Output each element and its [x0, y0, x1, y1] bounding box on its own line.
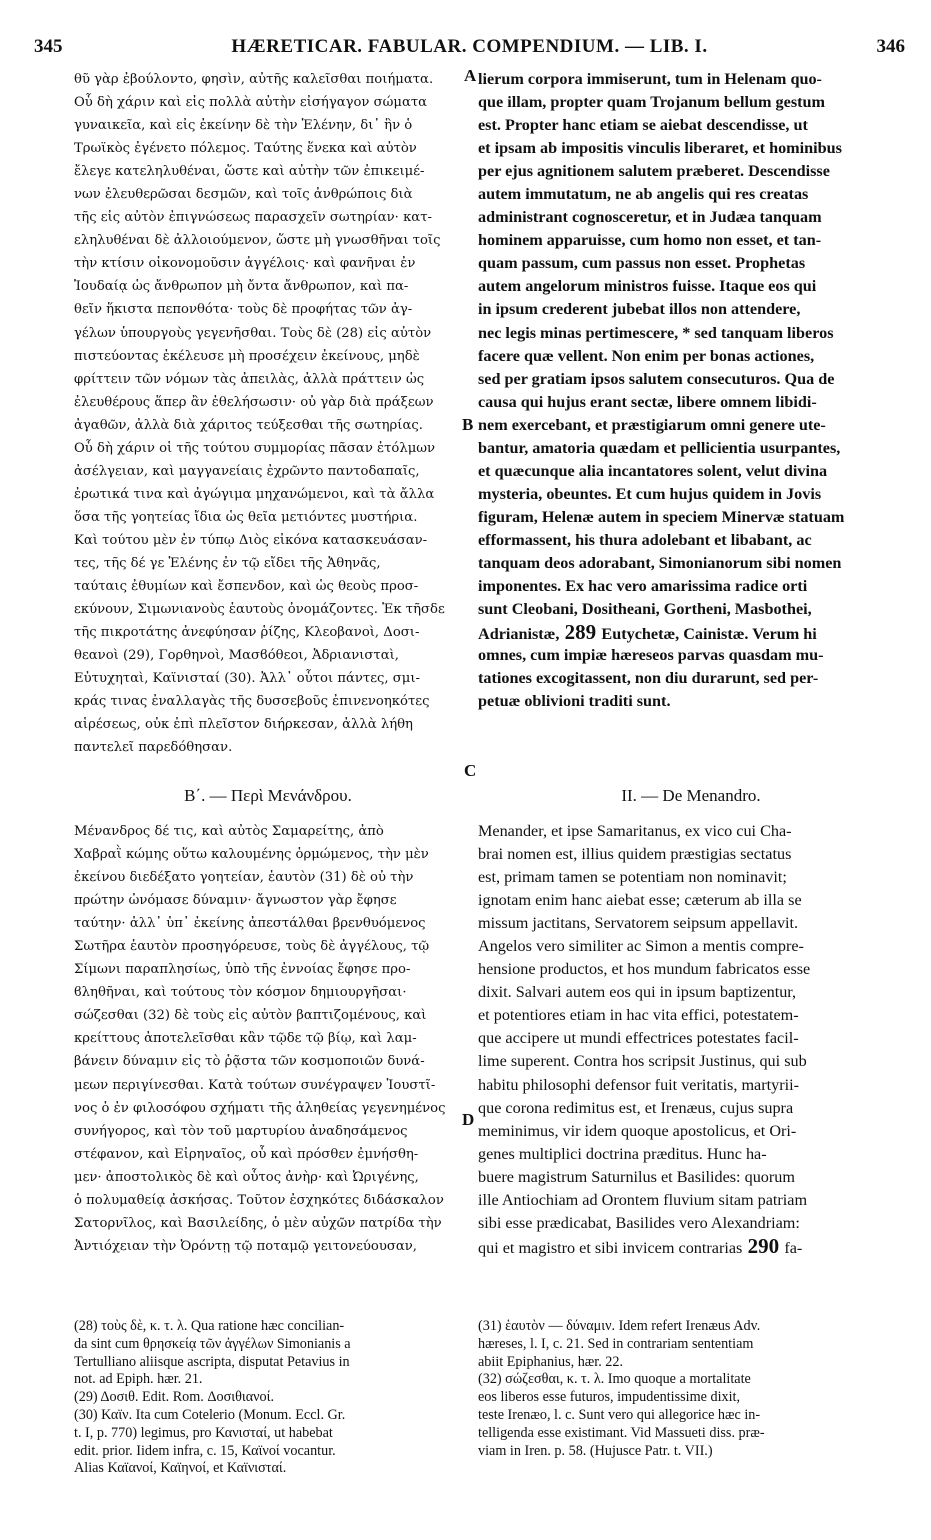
- text-line: ἐκείνου διεδέξατο γοητείαν, ἑαυτὸν (31) δὲ οὐ τὴν: [74, 870, 414, 886]
- text-line: genes multiplici doctrina præditus. Hunc ha-: [478, 1144, 767, 1163]
- text-line: Adrianistæ, 289 Eutychetæ, Cainistæ. Verum hi: [478, 621, 817, 645]
- greek-text-column-bottom: [74, 820, 462, 1305]
- footnote-line: (28) τοὺς δὲ, κ. τ. λ. Qua ratione hæc concilian-: [74, 1318, 345, 1334]
- latin-text-column-top: [478, 68, 904, 803]
- text-line: ὅσα τῆς γοητείας ἴδια ὡς θεῖα μετιόντες μυστήρια.: [74, 509, 418, 525]
- text-line: efformassent, his thura adolebant et libabant, ac: [478, 530, 812, 549]
- text-line: νος ὁ ἐν φιλοσόφου σχήματι τῆς ἀληθείας γεγενημένος: [74, 1100, 446, 1116]
- text-line: causa qui hujus erant sectæ, libere omnem libidi-: [478, 392, 817, 411]
- text-line: Σατορνῖλος, καὶ Βασιλείδης, ὁ μὲν αὐχῶν πατρίδα τὴν: [74, 1215, 442, 1231]
- page-number-left: 345: [34, 36, 63, 57]
- text-line: ἀσέλγειαν, καὶ μαγγανείαις ἐχρῶντο παντοδαπαῖς,: [74, 463, 420, 479]
- text-line: θῦ γὰρ ἐβούλοντο, φησὶν, αὐτῆς καλεῖσθαι ποιήματα.: [74, 72, 434, 87]
- text-line: autem angelorum ministros fuisse. Itaque eos qui: [478, 277, 817, 296]
- text-line: imponentes. Ex hac vero amarissima radice orti: [478, 577, 808, 596]
- inline-page-number: 289: [559, 621, 602, 645]
- text-line: petuæ oblivioni traditi sunt.: [478, 692, 671, 711]
- page-number-right: 346: [876, 36, 905, 57]
- text-line: Οὗ δὴ χάριν καὶ εἰς πολλὰ αὐτὴν εἰσήγαγον σώματα: [74, 95, 428, 111]
- text-line: Σίμωνι παραπλησίως, ὑπὸ τῆς ἐννοίας ἔφησε προ-: [74, 962, 411, 978]
- text-line: τες, τῆς δέ γε Ἑλένης ἐν τῷ εἴδει τῆς Ἀθηνᾶς,: [74, 555, 381, 571]
- text-line: μεν· ἀποστολικὸς δὲ καὶ οὗτος ἀνὴρ· καὶ Ὠριγένης,: [74, 1169, 419, 1185]
- footnote-line: (31) ἑαυτὸν — δύναμιν. Idem refert Irenæus Adv.: [478, 1318, 761, 1334]
- footnote-line: edit. prior. Iidem infra, c. 15, Καϊνοί vocantur.: [74, 1442, 336, 1459]
- text-line: sunt Cleobani, Dositheani, Gortheni, Masbothei,: [478, 600, 812, 619]
- text-line: μεων περιγίνεσθαι. Κατὰ τούτων συνέγραψεν Ἰουστῖ-: [74, 1077, 436, 1093]
- text-line: est, primam tamen se potentiam non nominavit;: [478, 868, 787, 887]
- text-line: θεανοὶ (29), Γορθηνοὶ, Μασϐόθεοι, Ἀδριανισταὶ,: [74, 648, 399, 664]
- text-line: φρίττειν τῶν νόμων τὰς ἀπειλὰς, ἀλλὰ πράττειν ὡς: [74, 371, 425, 387]
- text-line: lierum corpora immiserunt, tum in Helenam quo-: [478, 70, 822, 88]
- footnote-line: not. ad Epiph. hær. 21.: [74, 1371, 203, 1388]
- text-line: Σωτῆρα ἑαυτὸν προσηγόρευσε, τοὺς δὲ ἀγγέλους, τῷ: [74, 939, 430, 955]
- text-line: figuram, Helenæ autem in speciem Minervæ statuam: [478, 507, 845, 526]
- text-line: mysteria, obeuntes. Et cum hujus quidem in Jovis: [478, 484, 822, 503]
- text-line: et ipsam ab impositis vinculis liberaret, et hominibus: [478, 139, 842, 158]
- text-line: nem exercebant, et præstigiarum omni genere ute-: [478, 415, 826, 434]
- text-line: θεῖν ἥκιστα πεπονθότα· τοὺς δὲ προφήτας τῶν ἀγ-: [74, 302, 413, 318]
- text-line: sibi esse prædicabat, Basilides vero Alexandriam:: [478, 1213, 800, 1232]
- text-line: ἔλεγε κατεληλυθέναι, ὥστε καὶ αὐτὴν τῶν ἐπικειμέ-: [74, 164, 425, 180]
- text-line: brai nomen est, illius quidem præstigias sectatus: [478, 845, 792, 864]
- running-title: HÆRETICAR. FABULAR. COMPENDIUM. — LIB. I.: [231, 36, 708, 57]
- text-line: τῆς εἰς αὐτὸν ἐπιγνώσεως παρασχεῖν σωτηρίαν· κατ-: [74, 210, 432, 226]
- text-line: εκύνουν, Σιμωνιανοὺς ἑαυτοὺς ὀνομάζοντες. Ἐκ τῆσδε: [74, 602, 445, 618]
- text-line: Ἰουδαίᾳ ὡς ἄνθρωπον μὴ ὄντα ἄνθρωπον, καὶ πα-: [74, 279, 409, 295]
- footnotes-left: [74, 1318, 462, 1483]
- footnote-separator: [74, 1308, 904, 1309]
- text-line: que accipere ut mundi effectrices potestates facil-: [478, 1029, 799, 1048]
- footnote-line: eos liberos esse futuros, impudentissime dixit,: [478, 1389, 741, 1406]
- text-line: ille Antiochiam ad Orontem fluvium sitam patriam: [478, 1190, 808, 1209]
- text-line: et quæcunque alia incantatores solent, velut divina: [478, 461, 828, 480]
- text-line: hensione productos, et hos mundum fabricatos esse: [478, 960, 811, 979]
- text-line: facere quæ vellent. Non enim per bonas actiones,: [478, 346, 815, 365]
- text-line: Εὐτυχηταὶ, Καϊνισταί (30). Ἀλλ᾽ οὗτοι πάντες, σμι-: [74, 671, 421, 687]
- text-line: per ejus agnitionem salutem præberet. Descendisse: [478, 162, 830, 181]
- text-line: ὁ πολυμαθείᾳ ἀσκήσας. Τοῦτον ἐσχηκότες διδάσκαλον: [74, 1192, 444, 1208]
- section-heading-greek: Β΄. — Περὶ Μενάνδρου.: [184, 786, 352, 805]
- latin-text-column-bottom: [478, 820, 904, 1305]
- text-line: que illam, propter quam Trojanum bellum gestum: [478, 93, 826, 112]
- text-line: νων ἐλευθερῶσαι δεσμῶν, καὶ τοῖς ἀνθρώποις διὰ: [74, 187, 413, 203]
- margin-marker-a: A: [464, 66, 477, 85]
- text-line: qui et magistro et sibi invicem contrarias 290 fa-: [478, 1234, 803, 1258]
- text-line: Οὗ δὴ χάριν οἱ τῆς τούτου συμμορίας πᾶσαν ἐτόλμων: [74, 440, 436, 456]
- text-line: autem immutatum, ne ab angelis qui res creatas: [478, 185, 809, 204]
- footnote-line: t. I, p. 770) legimus, pro Κανισταί, ut habebat: [74, 1424, 333, 1441]
- running-header: [34, 36, 905, 62]
- text-line: est. Propter hanc etiam se aiebat descendisse, ut: [478, 116, 808, 135]
- text-line: Τρωϊκὸς ἐγένετο πόλεμος. Ταύτης ἕνεκα καὶ αὐτὸν: [74, 141, 417, 157]
- text-line: ignotam enim hanc aiebat esse; cæterum ab illa se: [478, 891, 802, 910]
- text-line: ταύτην· ἀλλ᾽ ὑπ᾽ ἐκείνης ἀπεστάλθαι βρενθυόμενος: [74, 916, 426, 932]
- text-line: γυναικεῖα, καὶ εἰς ἐκείνην δὲ τὴν Ἑλένην, δι᾽ ἣν ὁ: [74, 118, 413, 134]
- text-line: in ipsum crederent jubebat illos non attendere,: [478, 300, 801, 319]
- text-line: ἐρωτικά τινα καὶ ἀγώγιμα μηχανώμενοι, καὶ τὰ ἄλλα: [74, 486, 435, 502]
- footnote-line: hæreses, l. I, c. 21. Sed in contrariam sententiam: [478, 1335, 754, 1352]
- text-line: πρώτην ὠνόμασε δύναμιν· ἄγνωστον γὰρ ἔφησε: [74, 893, 397, 909]
- footnote-line: viam in Iren. p. 58. (Hujusce Patr. t. VII.): [478, 1442, 713, 1459]
- text-line: quam passum, cum passus non esset. Prophetas: [478, 254, 806, 273]
- footnote-line: (29) Δοσιθ. Edit. Rom. Δοσιθιανοί.: [74, 1389, 274, 1406]
- text-line: meminimus, vir idem quoque apostolicus, et Ori-: [478, 1121, 797, 1140]
- text-line: Καὶ τούτου μὲν ἐν τύπῳ Διὸς εἰκόνα κατασκευάσαν-: [74, 532, 428, 548]
- footnote-line: da sint cum θρησκείᾳ τῶν ἀγγέλων Simonianis a: [74, 1335, 351, 1352]
- footnote-line: (30) Καϊν. Ita cum Cotelerio (Monum. Eccl. Gr.: [74, 1406, 346, 1423]
- text-line: γέλων ὑπουργοὺς γεγενῆσθαι. Τοὺς δὲ (28) εἰς αὐτὸν: [74, 325, 432, 341]
- footnotes-right: [478, 1318, 904, 1483]
- text-line: que corona redimitus est, et Irenæus, cujus supra: [478, 1098, 794, 1117]
- text-line: tanquam deos adorabant, Simonianorum sibi nomen: [478, 553, 842, 572]
- footnote-line: telligenda esse existimant. Vid Massueti diss. præ-: [478, 1424, 765, 1441]
- text-line: ϐληθῆναι, καὶ τούτους τὸν κόσμον δημιουργῆσαι·: [74, 985, 407, 1001]
- text-line: ἀγαθῶν, ἀλλὰ διὰ χάριτος τεύξεσθαι τῆς σωτηρίας.: [74, 417, 423, 433]
- greek-text-column-top: [74, 68, 462, 803]
- text-line: πιστεύοντας ἐκέλευσε μὴ προσέχειν ἐκείνους, μηδὲ: [74, 348, 420, 364]
- text-line: σώζεσθαι (32) δὲ τοὺς εἰς αὐτὸν βαπτιζομένους, καὶ: [74, 1008, 427, 1024]
- text-line: Μένανδρος δέ τις, καὶ αὐτὸς Σαμαρείτης, ἀπὸ: [74, 824, 384, 839]
- footnote-line: (32) σώζεσθαι, κ. τ. λ. Imo quoque a mortalitate: [478, 1371, 751, 1388]
- text-line: κράς τινας ἐναλλαγὰς τῆς δυσσεβοῦς ἐπινενοηκότες: [74, 694, 430, 710]
- footnote-line: teste Irenæo, l. c. Sunt vero qui allegorice hæc in-: [478, 1406, 761, 1423]
- text-line-tail: Eutychetæ, Cainistæ. Verum hi: [601, 625, 817, 644]
- text-line: Ἀντιόχειαν τὴν Ὀρόντῃ τῷ ποταμῷ γειτονεύουσαν,: [74, 1238, 417, 1254]
- text-line: βάνειν δύναμιν εἰς τὸ ῥᾷστα τῶν κοσμοποιῶν δυνά-: [74, 1054, 425, 1070]
- text-line: τὴν κτίσιν οἰκονομοῦσιν ἀγγέλοις· καὶ φανῆναι ἐν: [74, 256, 416, 272]
- margin-marker-d: D: [462, 1110, 475, 1129]
- margin-marker-c: C: [464, 761, 477, 780]
- text-line: nec legis minas pertimescere, * sed tanquam liberos: [478, 323, 834, 342]
- text-line: et potentiores etiam in hac vita effici, potestatem-: [478, 1006, 799, 1025]
- text-line: omnes, cum impiæ hæreseos parvas quasdam mu-: [478, 646, 824, 665]
- text-line: bantur, amatoria quædam et pellicientia usurpantes,: [478, 438, 841, 457]
- text-line: στέφανον, καὶ Εἰρηναῖος, οὗ καὶ πρόσθεν ἐμνήσθη-: [74, 1146, 419, 1162]
- footnote-line: abiit Epiphanius, hær. 22.: [478, 1353, 624, 1370]
- margin-marker-b: B: [462, 415, 474, 434]
- section-heading-latin: II. — De Menandro.: [621, 786, 761, 805]
- text-line: buere magistrum Saturnilus et Basilides: quorum: [478, 1167, 795, 1186]
- text-line: sed per gratiam ipsos salutem consecuturos. Qua de: [478, 369, 835, 388]
- text-line: administrant cognosceretur, et in Judæa tanquam: [478, 208, 822, 227]
- text-line: ταύταις ἐθυμίων καὶ ἔσπενδον, καὶ ὡς θεοὺς προσ-: [74, 579, 419, 595]
- inline-page-number: 290: [742, 1234, 785, 1258]
- text-line: tationes excogitassent, non diu durarunt, sed per-: [478, 669, 819, 688]
- text-line: τῆς πικροτάτης ἀνεφύησαν ῥίζης, Κλεοβανοὶ, Δοσι-: [74, 625, 420, 641]
- text-line: Angelos vero similiter ac Simon a mentis compre-: [478, 937, 804, 956]
- text-line: συνήγορος, καὶ τὸν τοῦ μαρτυρίου ἀναδησάμενος: [74, 1123, 408, 1139]
- text-line: αἱρέσεως, οὐκ ἐπὶ πλεῖστον διήρκεσαν, ἀλλὰ λήθη: [74, 717, 413, 733]
- text-line: dixit. Salvari autem eos qui in ipsum baptizentur,: [478, 983, 797, 1002]
- text-line: hominem apparuisse, cum homo non esset, et tan-: [478, 231, 822, 250]
- text-line: lime superent. Contra hos scripsit Justinus, qui sub: [478, 1052, 807, 1071]
- text-line: habitu philosophi defensor fuit veritatis, martyrii-: [478, 1075, 799, 1094]
- text-line: Χαβραῒ κώμης οὕτω καλουμένης ὁρμώμενος, τὴν μὲν: [74, 847, 429, 863]
- text-line: Menander, et ipse Samaritanus, ex vico cui Cha-: [478, 822, 792, 840]
- text-line-tail: fa-: [784, 1238, 803, 1257]
- text-line: εληλυθέναι δὲ ἀλλοιούμενον, ὥστε μὴ γνωσθῆναι τοῖς: [74, 233, 441, 249]
- text-line: κρείττους ἀποτελεῖσθαι κἂν τῷδε τῷ βίῳ, καὶ λαμ-: [74, 1031, 417, 1047]
- text-line: missum jactitans, Servatorem seipsum appellavit.: [478, 914, 799, 933]
- footnote-line: Tertulliano aliisque ascripta, disputat Petavius in: [74, 1353, 350, 1370]
- footnote-line: Alias Καϊανοί, Καϊηνοί, et Καϊνισταί.: [74, 1460, 287, 1477]
- text-line: παντελεῖ παρεδόθησαν.: [74, 740, 233, 756]
- text-line: ἐλευθέρους ἅπερ ἂν ἐθελήσωσιν· οὐ γὰρ διὰ πράξεων: [74, 394, 434, 410]
